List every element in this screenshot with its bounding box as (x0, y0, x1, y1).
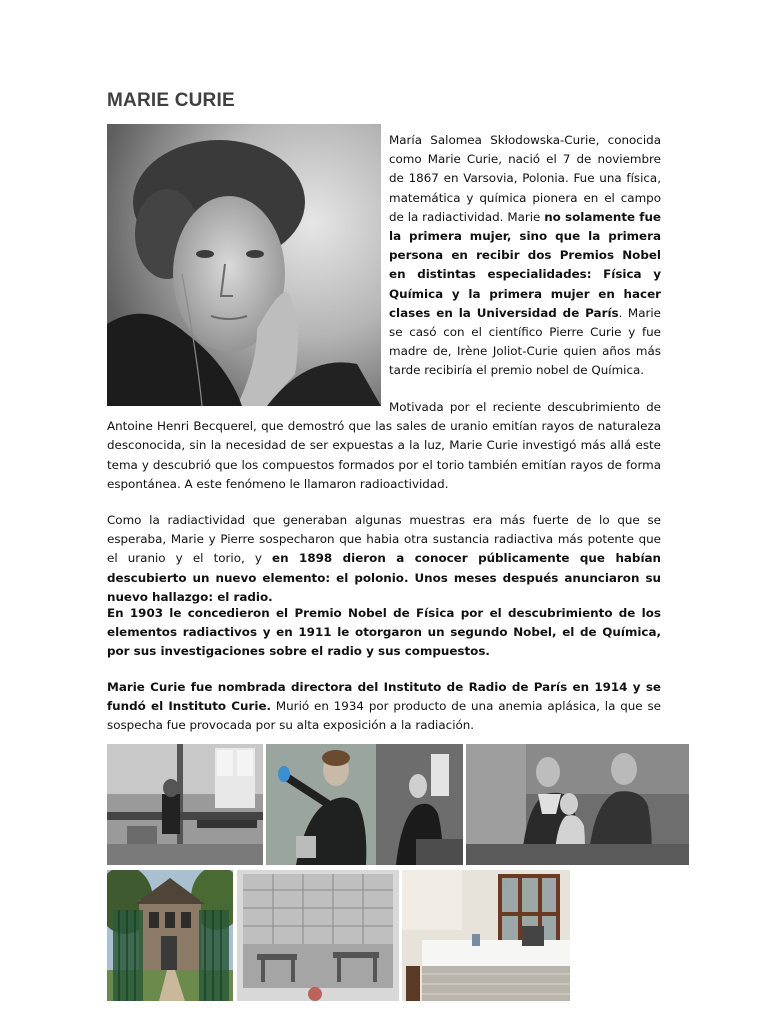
paragraph-nobel (107, 604, 661, 662)
curie-lab-portraits-photo (266, 744, 463, 865)
intro-bold-text: no solamente fue la primera mujer, sino que la primera persona en recibir dos Premios Nobel en distintas especialidades: Física y Química y la primera mujer en hacer clases en la Universidad de París (389, 209, 661, 320)
laboratory-interior-photo (237, 870, 399, 1001)
paragraph-institute-text: Murió en 1934 por producto de una anemia aplásica, la que se sospecha fue provocada por su alta exposición a la radiación. (107, 699, 661, 733)
intro-text-2: . Marie se casó con el científico Pierre Curie y fue madre de, Irène Joliot-Curie quien años más tarde recibiría el premio nobel de Química. (389, 305, 661, 378)
paragraph-becquerel-text: Motivada por el reciente descubrimiento de Antoine Henri Becquerel, que demostró que las sales de uranio emitían rayos de naturaleza desconocida, sin la necesidad de ser expuestas a la luz, Marie Curie investigó más allá este tema y descubrió que los compuestos formados por el torio también emitían rayos de forma espontánea. A este fenómeno le llamaron radioactividad. (107, 400, 661, 491)
portrait-photo (107, 124, 381, 406)
paragraph-discovery-text: Como la radiactividad que generaban algunas muestras era más fuerte de lo que se esperaba, Marie y Pierre sospecharon que habia otra sustancia radiactiva más potente que el uranio y el torio, y (107, 513, 661, 566)
intro-paragraph (389, 131, 661, 381)
curie-family-photo (466, 744, 689, 865)
paragraph-nobel-bold: En 1903 le concedieron el Premio Nobel de Física por el descubrimiento de los elementos radiactivos y en 1911 le otorgaron un segundo Nobel, el de Química, por sus investigaciones sobre el radio y sus compuestos. (107, 606, 661, 659)
paragraph-institute (107, 678, 661, 736)
paragraph-institute-bold: Marie Curie fue nombrada directora del Instituto de Radio de París en 1914 y se fundó el Instituto Curie. (107, 680, 661, 714)
lab-photo (107, 744, 263, 865)
intro-text-1: María Salomea Skłodowska-Curie, conocida como Marie Curie, nació el 7 de noviembre de 1867 en Varsovia, Polonia. Fue una física, matemática y química pionera en el campo de la radiactividad. Marie (389, 133, 661, 224)
paragraph-becquerel (107, 398, 661, 494)
house-gate-photo (107, 870, 233, 1001)
paragraph-discovery (107, 511, 661, 607)
paragraph-discovery-bold: en 1898 dieron a conocer públicamente que habían descubierto un nuevo elemento: el polonio. Unos meses después anunciaron su nuevo hallazgo: el radio. (107, 551, 662, 604)
museum-lab-photo (402, 870, 570, 1001)
page-title: MARIE CURIE (107, 90, 235, 111)
